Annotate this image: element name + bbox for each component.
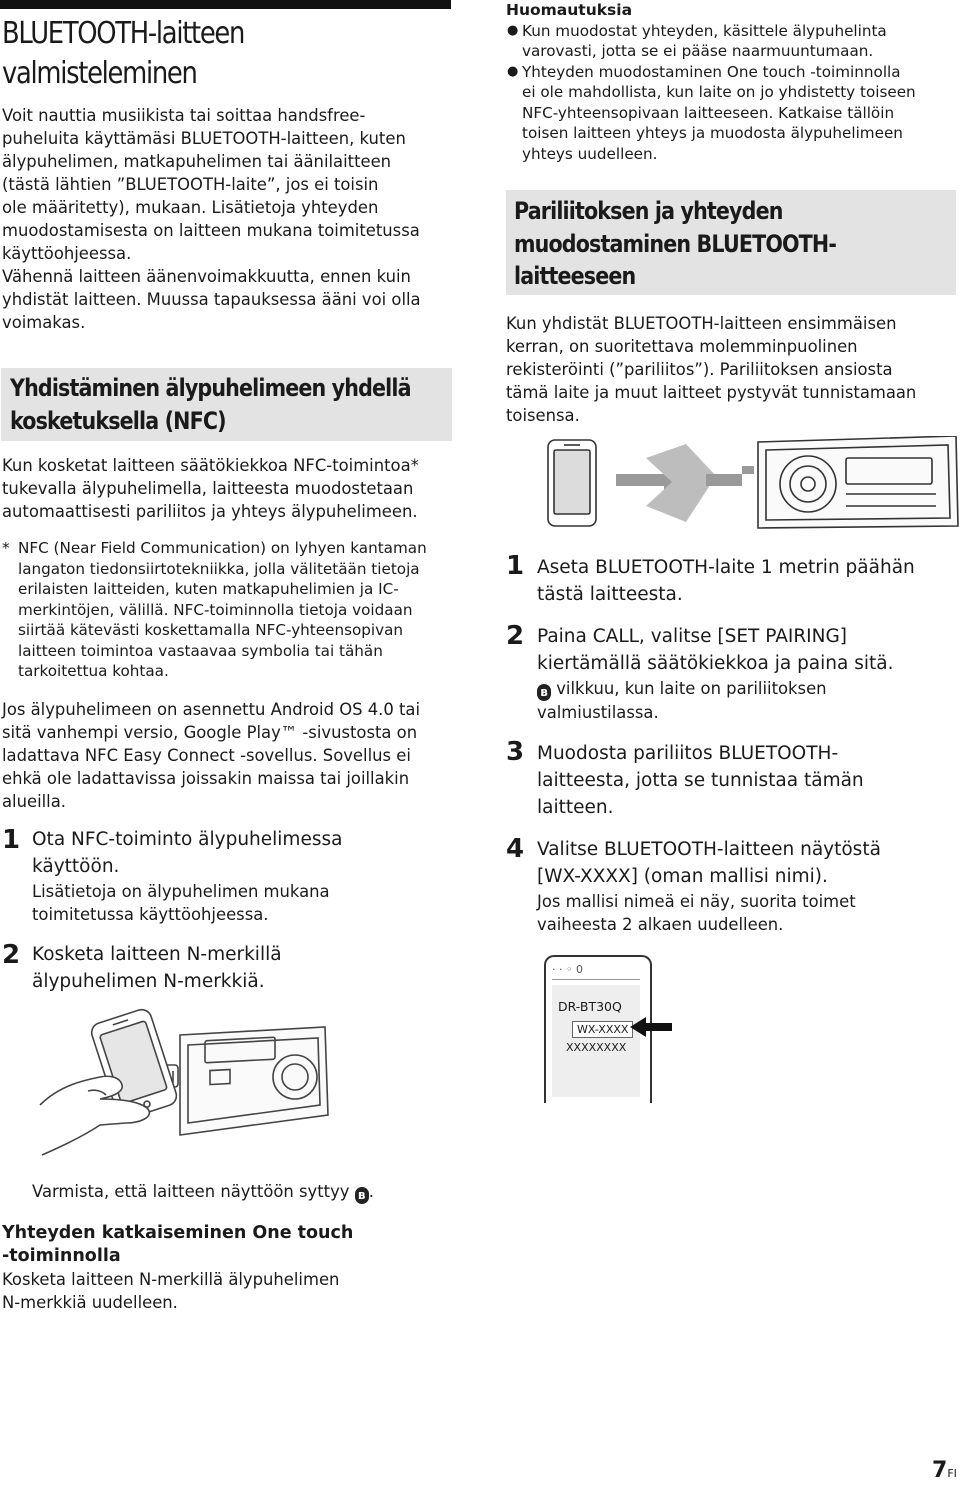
verify-line: Varmista, että laitteen näyttöön syttyy ʙ . <box>32 1182 374 1202</box>
device-list-header: DR-BT30Q <box>558 999 622 1014</box>
nfc-footnote: * NFC (Near Field Communication) on lyhyen kantaman langaton tiedonsiirtotekniikka, jolla välitetään tietoja erilaisten laitteiden, kuten matkapuhelimien ja IC- merkintöjen, välillä. NFC-toiminnolla tietoja voidaan siirtää kätevästi koskettamalla NFC-yhteensopivan laitteen toimintoa vastaavaa symbolia tai tähän tarkoitettua kohtaa. <box>2 539 427 680</box>
nfc-step-1: Ota NFC-toiminto älypuhelimessa käyttöön. Lisätietoja on älypuhelimen mukana toimitetussa käyttöohjeessa. <box>32 829 343 924</box>
nfc-step-number: 1 <box>2 825 21 855</box>
nfc-step-number: 2 <box>2 940 21 970</box>
device-list-item: XXXXXXXX <box>566 1041 627 1054</box>
nfc-heading: Yhdistäminen älypuhelimeen yhdellä kosketuksella (NFC) <box>10 374 411 435</box>
intro-paragraph: Voit nauttia musiikista tai soittaa handsfree- puheluita käyttämäsi BLUETOOTH-laitteen, kuten älypuhelimen, matkapuhelimen tai äänilaitteen (tästä lähtien ”BLUETOOTH-laite”, jos ei toisin ole määritetty), mukaan. Lisätietoja yhteyden muodostamisesta on laitteen mukana toimitetussa käyttöohjeessa. Vähennä laitteen äänenvoimakkuutta, ennen kuin yhdistät laitteen. Muussa tapauksessa ääni voi olla voimakas. <box>2 106 421 332</box>
nfc-heading-box <box>1 368 452 441</box>
bluetooth-icon: ʙ <box>537 684 551 701</box>
footnote-mark: * <box>2 539 10 557</box>
note-item: ● Kun muodostat yhteyden, käsittele älypuhelinta varovasti, jotta se ei pääse naarmuuntumaan. <box>507 21 887 60</box>
pairing-step-number: 1 <box>506 551 525 581</box>
pairing-step-2: Paina CALL, valitse [SET PAIRING] kiertämällä säätökiekkoa ja paina sitä. ʙ vilkkuu, kun laite on pariliitoksen valmiustilassa. <box>537 626 894 722</box>
nfc-step-2: Kosketa laitteen N-merkillä älypuhelimen N-merkkiä. <box>32 944 282 992</box>
pointer-arrow-icon <box>630 1016 674 1038</box>
page-title: BLUETOOTH-laitteen valmisteleminen <box>2 16 245 91</box>
note-item: ● Yhteyden muodostaminen One touch -toiminnolla ei ole mahdollista, kun laite on jo yhdistetty toiseen NFC-yhteensopivaan laitteeseen. Katkaise tällöin toisen laitteen yhteys ja muodosta älypuhelimeen yhteys uudelleen. <box>507 62 916 163</box>
pairing-step-number: 2 <box>506 621 525 651</box>
nfc-touch-illustration <box>30 1005 350 1165</box>
pairing-heading: Pariliitoksen ja yhteyden muodostaminen BLUETOOTH- laitteeseen <box>514 197 837 290</box>
phone-screen <box>552 985 640 1097</box>
pairing-step-number: 4 <box>506 834 525 864</box>
pairing-step-1: Aseta BLUETOOTH-laite 1 metrin päähän tästä laitteesta. <box>537 557 915 605</box>
pairing-step-3: Muodosta pariliitos BLUETOOTH- laitteesta, jotta se tunnistaa tämän laitteen. <box>537 743 864 818</box>
pairing-step-4: Valitse BLUETOOTH-laitteen näytöstä [WX-XXXX] (oman mallisi nimi). Jos mallisi nimeä ei näy, suorita toimet vaiheesta 2 alkaen uudelleen. <box>537 839 881 934</box>
page-number: 7FI <box>932 1458 957 1483</box>
disconnect-section: Yhteyden katkaiseminen One touch -toiminnolla Kosketa laitteen N-merkillä älypuhelimen N-merkkiä uudelleen. <box>2 1222 452 1314</box>
pairing-heading-box <box>506 190 956 295</box>
title-rule <box>0 0 451 9</box>
pairing-illustration <box>546 436 960 530</box>
bullet: ● <box>507 22 519 38</box>
disconnect-title: Yhteyden katkaiseminen One touch <box>2 1223 354 1243</box>
pairing-body: Kun yhdistät BLUETOOTH-laitteen ensimmäisen kerran, on suoritettava molemminpuolinen rekisteröinti (”pariliitos”). Pariliitoksen ansiosta tämä laite ja muut laitteet pystyvät tunnistamaan toisensa. <box>506 314 917 425</box>
phone-status-bar: · · ◦ 0 <box>552 963 640 980</box>
bluetooth-icon: ʙ <box>355 1187 369 1204</box>
notes-section <box>506 0 956 164</box>
pairing-arrows-icon <box>616 444 754 522</box>
nfc-body: Kun kosketat laitteen säätökiekkoa NFC-toimintoa* tukevalla älypuhelimella, laitteesta muodostetaan automaattisesti pariliitos ja yhteys älypuhelimeen. <box>2 456 419 521</box>
device-list-item-selected: WX-XXXX <box>572 1021 633 1038</box>
disconnect-title-cont: -toiminnolla <box>2 1246 121 1266</box>
android-note: Jos älypuhelimeen on asennettu Android OS 4.0 tai sitä vanhempi versio, Google Play™ -sivustosta on ladattava NFC Easy Connect -sovellus. Sovellus ei ehkä ole ladattavissa joissakin maissa tai joillakin alueilla. <box>2 700 421 811</box>
notes-title: Huomautuksia <box>506 1 633 19</box>
pairing-step-number: 3 <box>506 737 525 767</box>
page-language: FI <box>947 1467 957 1480</box>
bullet: ● <box>507 63 519 79</box>
